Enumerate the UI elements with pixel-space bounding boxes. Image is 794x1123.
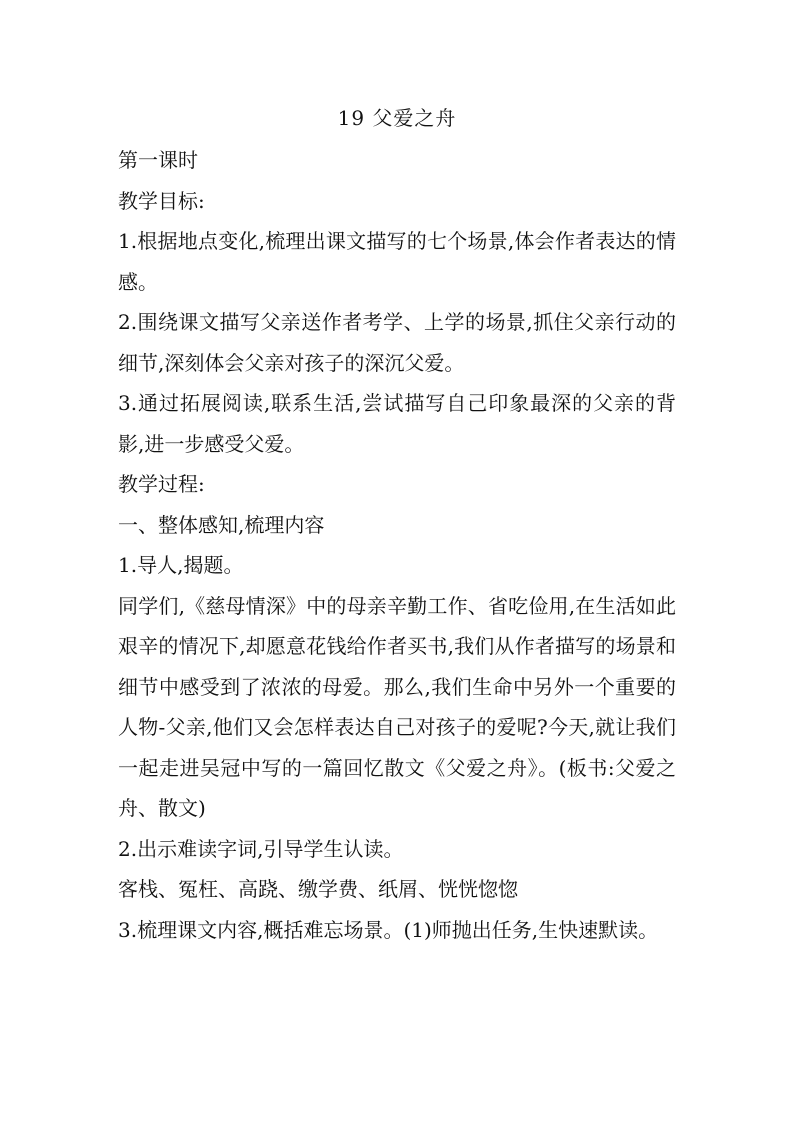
heading-objectives: 教学目标: bbox=[118, 188, 205, 213]
heading-lesson: 第一课时 bbox=[118, 148, 198, 172]
document-title: 19 父爱之舟 bbox=[337, 106, 457, 130]
heading-process: 教学过程: bbox=[118, 472, 205, 496]
step-1: 1.导人,揭题。 bbox=[118, 553, 244, 577]
section-heading-1: 一、整体感知,梳理内容 bbox=[118, 512, 325, 537]
objective-1: 1.根据地点变化,梳理出课文描写的七个场景,体会作者表达的情感。 bbox=[118, 229, 676, 294]
intro-paragraph: 同学们,《慈母情深》中的母亲辛勤工作、省吃俭用,在生活如此艰辛的情况下,却愿意花钱给作者买书,我们从作者描写的场景和细节中感受到了浓浓的母爱。那么,我们生命中另外一个重要的人物-父亲,他们又会怎样表达自己对孩子的爱呢?今天,就让我们一起走进吴冠中写的一篇回忆散文《父爱之舟》。(板书:父爱之舟、散文) bbox=[118, 593, 676, 820]
objective-2: 2.围绕课文描写父亲送作者考学、上学的场景,抓住父亲行动的细节,深刻体会父亲对孩子的深沉父爱。 bbox=[118, 310, 676, 375]
document-body bbox=[118, 140, 676, 950]
step-3: 3.梳理课文内容,概括难忘场景。(1)师抛出任务,生快速默读。 bbox=[118, 917, 659, 942]
vocabulary-list: 客栈、冤枉、高跷、缴学费、纸屑、恍恍惚惚 bbox=[118, 877, 518, 901]
objective-3: 3.通过拓展阅读,联系生活,尝试描写自己印象最深的父亲的背影,进一步感受父爱。 bbox=[118, 391, 676, 456]
step-2: 2.出示难读字词,引导学生认读。 bbox=[118, 836, 404, 861]
